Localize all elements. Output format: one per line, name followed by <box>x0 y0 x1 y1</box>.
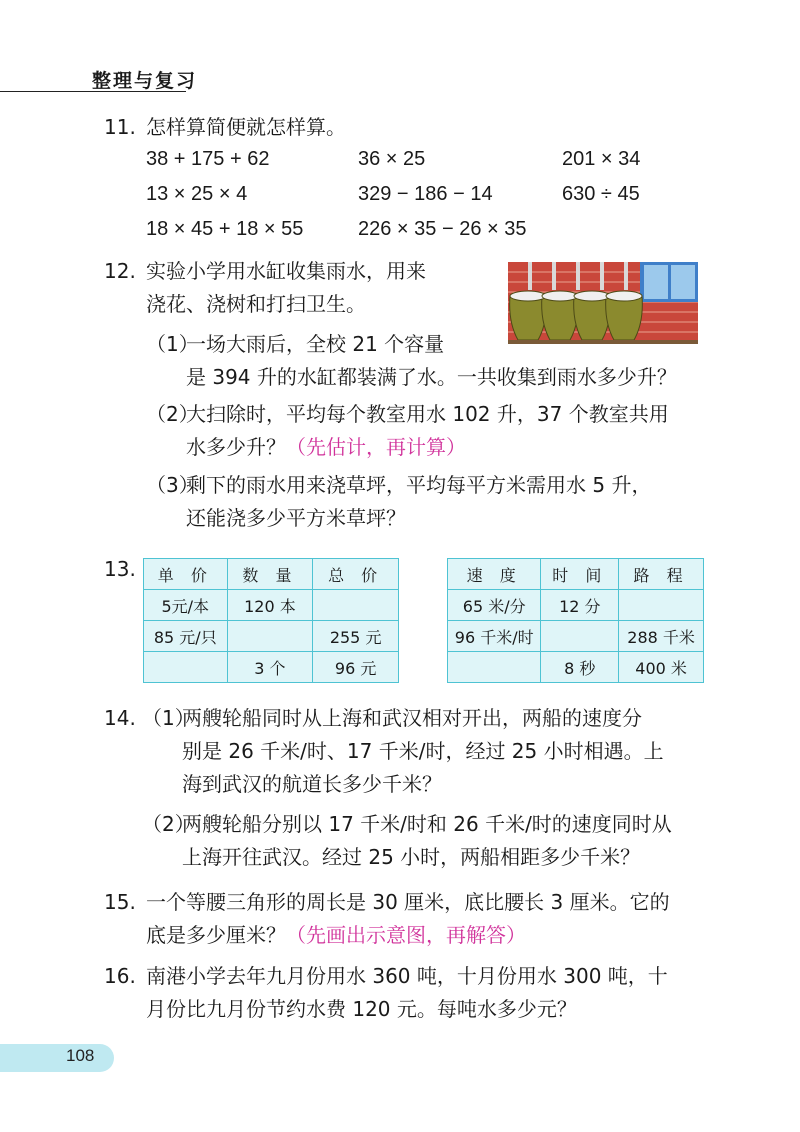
table-cell: 96 千米/时 <box>448 621 541 652</box>
q12-p3-line1: 剩下的雨水用来浇草坪，平均每平方米需用水 5 升， <box>186 473 652 497</box>
q15-line2-wrap <box>146 921 526 949</box>
table-row <box>448 621 704 652</box>
header-rule <box>0 91 186 92</box>
q12-intro-line2: 浇花、浇树和打扫卫生。 <box>146 292 366 316</box>
q12-p3-line2: 还能浇多少平方米草坪？ <box>186 506 406 530</box>
table-row <box>144 621 399 652</box>
q12-p2-line1: 大扫除时，平均每个教室用水 102 升，37 个教室共用 <box>186 402 669 426</box>
table-cell <box>227 621 313 652</box>
table-cell: 120 本 <box>227 590 313 621</box>
q12-p1-line1: 一场大雨后，全校 21 个容量 <box>186 332 445 356</box>
q15-line2: 底是多少厘米？ <box>146 923 286 947</box>
table-header-row <box>448 559 704 590</box>
table-cell <box>619 590 704 621</box>
q11-expr-4: 13 × 25 × 4 <box>146 183 248 205</box>
q11-prompt: 怎样算简便就怎样算。 <box>146 115 346 139</box>
q12-p2-hint: （先估计，再计算） <box>286 435 466 459</box>
table-cell: 96 元 <box>313 652 399 683</box>
q14-p2-label: （2） <box>142 812 195 836</box>
table-row <box>448 652 704 683</box>
price-quantity-table <box>143 558 399 683</box>
table-header-cell: 速 度 <box>448 559 541 590</box>
q16-line1: 南港小学去年九月份用水 360 吨，十月份用水 300 吨，十 <box>146 964 668 988</box>
q11-expr-2: 36 × 25 <box>358 148 426 170</box>
q15-hint: （先画出示意图，再解答） <box>286 923 526 947</box>
table-cell: 5元/本 <box>144 590 228 621</box>
q14-p1-label: （1） <box>142 706 195 730</box>
q14-p1-line2: 别是 26 千米/时、17 千米/时，经过 25 小时相遇。上 <box>182 739 664 763</box>
q14-p2-line1: 两艘轮船分别以 17 千米/时和 26 千米/时的速度同时从 <box>182 812 672 836</box>
q11-expr-7: 18 × 45 + 18 × 55 <box>146 218 304 240</box>
q16-line2: 月份比九月份节约水费 120 元。每吨水多少元？ <box>146 997 577 1021</box>
q15-line1: 一个等腰三角形的周长是 30 厘米，底比腰长 3 厘米。它的 <box>146 890 670 914</box>
table-cell <box>448 652 541 683</box>
table-row <box>448 590 704 621</box>
q11-expr-1: 38 + 175 + 62 <box>146 148 270 170</box>
table-cell: 3 个 <box>227 652 313 683</box>
table-cell <box>144 652 228 683</box>
table-cell: 288 千米 <box>619 621 704 652</box>
section-title: 整理与复习 <box>92 70 198 92</box>
table-row <box>144 590 399 621</box>
table-header-cell: 时 间 <box>541 559 619 590</box>
table-cell <box>541 621 619 652</box>
table-row <box>144 652 399 683</box>
q11-expr-6: 630 ÷ 45 <box>562 183 640 205</box>
q16-number: 16. <box>104 964 136 988</box>
q11-expr-8: 226 × 35 − 26 × 35 <box>358 218 527 240</box>
page-number: 108 <box>66 1046 95 1065</box>
table-header-cell: 单 价 <box>144 559 228 590</box>
table-cell: 12 分 <box>541 590 619 621</box>
q13-number: 13. <box>104 557 136 581</box>
q12-p2-line2: 水多少升？ <box>186 435 286 459</box>
table-cell: 400 米 <box>619 652 704 683</box>
q12-p1-line2: 是 394 升的水缸都装满了水。一共收集到雨水多少升？ <box>186 365 677 389</box>
q14-p1-line1: 两艘轮船同时从上海和武汉相对开出，两船的速度分 <box>182 706 642 730</box>
q12-p2-line2-wrap <box>186 433 466 461</box>
q14-p1-line3: 海到武汉的航道长多少千米？ <box>182 772 442 796</box>
q12-p2-label: （2） <box>146 402 199 426</box>
q15-number: 15. <box>104 890 136 914</box>
speed-time-distance-table <box>447 558 704 683</box>
table-header-cell: 总 价 <box>313 559 399 590</box>
page-number-tab <box>0 1044 114 1072</box>
table-cell: 8 秒 <box>541 652 619 683</box>
q11-expr-5: 329 − 186 − 14 <box>358 183 493 205</box>
water-jars-illustration <box>508 262 698 344</box>
q12-number: 12. <box>104 259 136 283</box>
q12-p3-label: （3） <box>146 473 199 497</box>
table-cell: 85 元/只 <box>144 621 228 652</box>
table-cell: 255 元 <box>313 621 399 652</box>
q11-expr-3: 201 × 34 <box>562 148 641 170</box>
q14-p2-line2: 上海开往武汉。经过 25 小时，两船相距多少千米？ <box>182 845 641 869</box>
q12-intro-line1: 实验小学用水缸收集雨水，用来 <box>146 259 426 283</box>
q12-p1-label: （1） <box>146 332 199 356</box>
table-header-row <box>144 559 399 590</box>
table-cell: 65 米/分 <box>448 590 541 621</box>
table-cell <box>313 590 399 621</box>
q14-number: 14. <box>104 706 136 730</box>
table-header-cell: 数 量 <box>227 559 313 590</box>
q11-number: 11. <box>104 115 136 139</box>
table-header-cell: 路 程 <box>619 559 704 590</box>
